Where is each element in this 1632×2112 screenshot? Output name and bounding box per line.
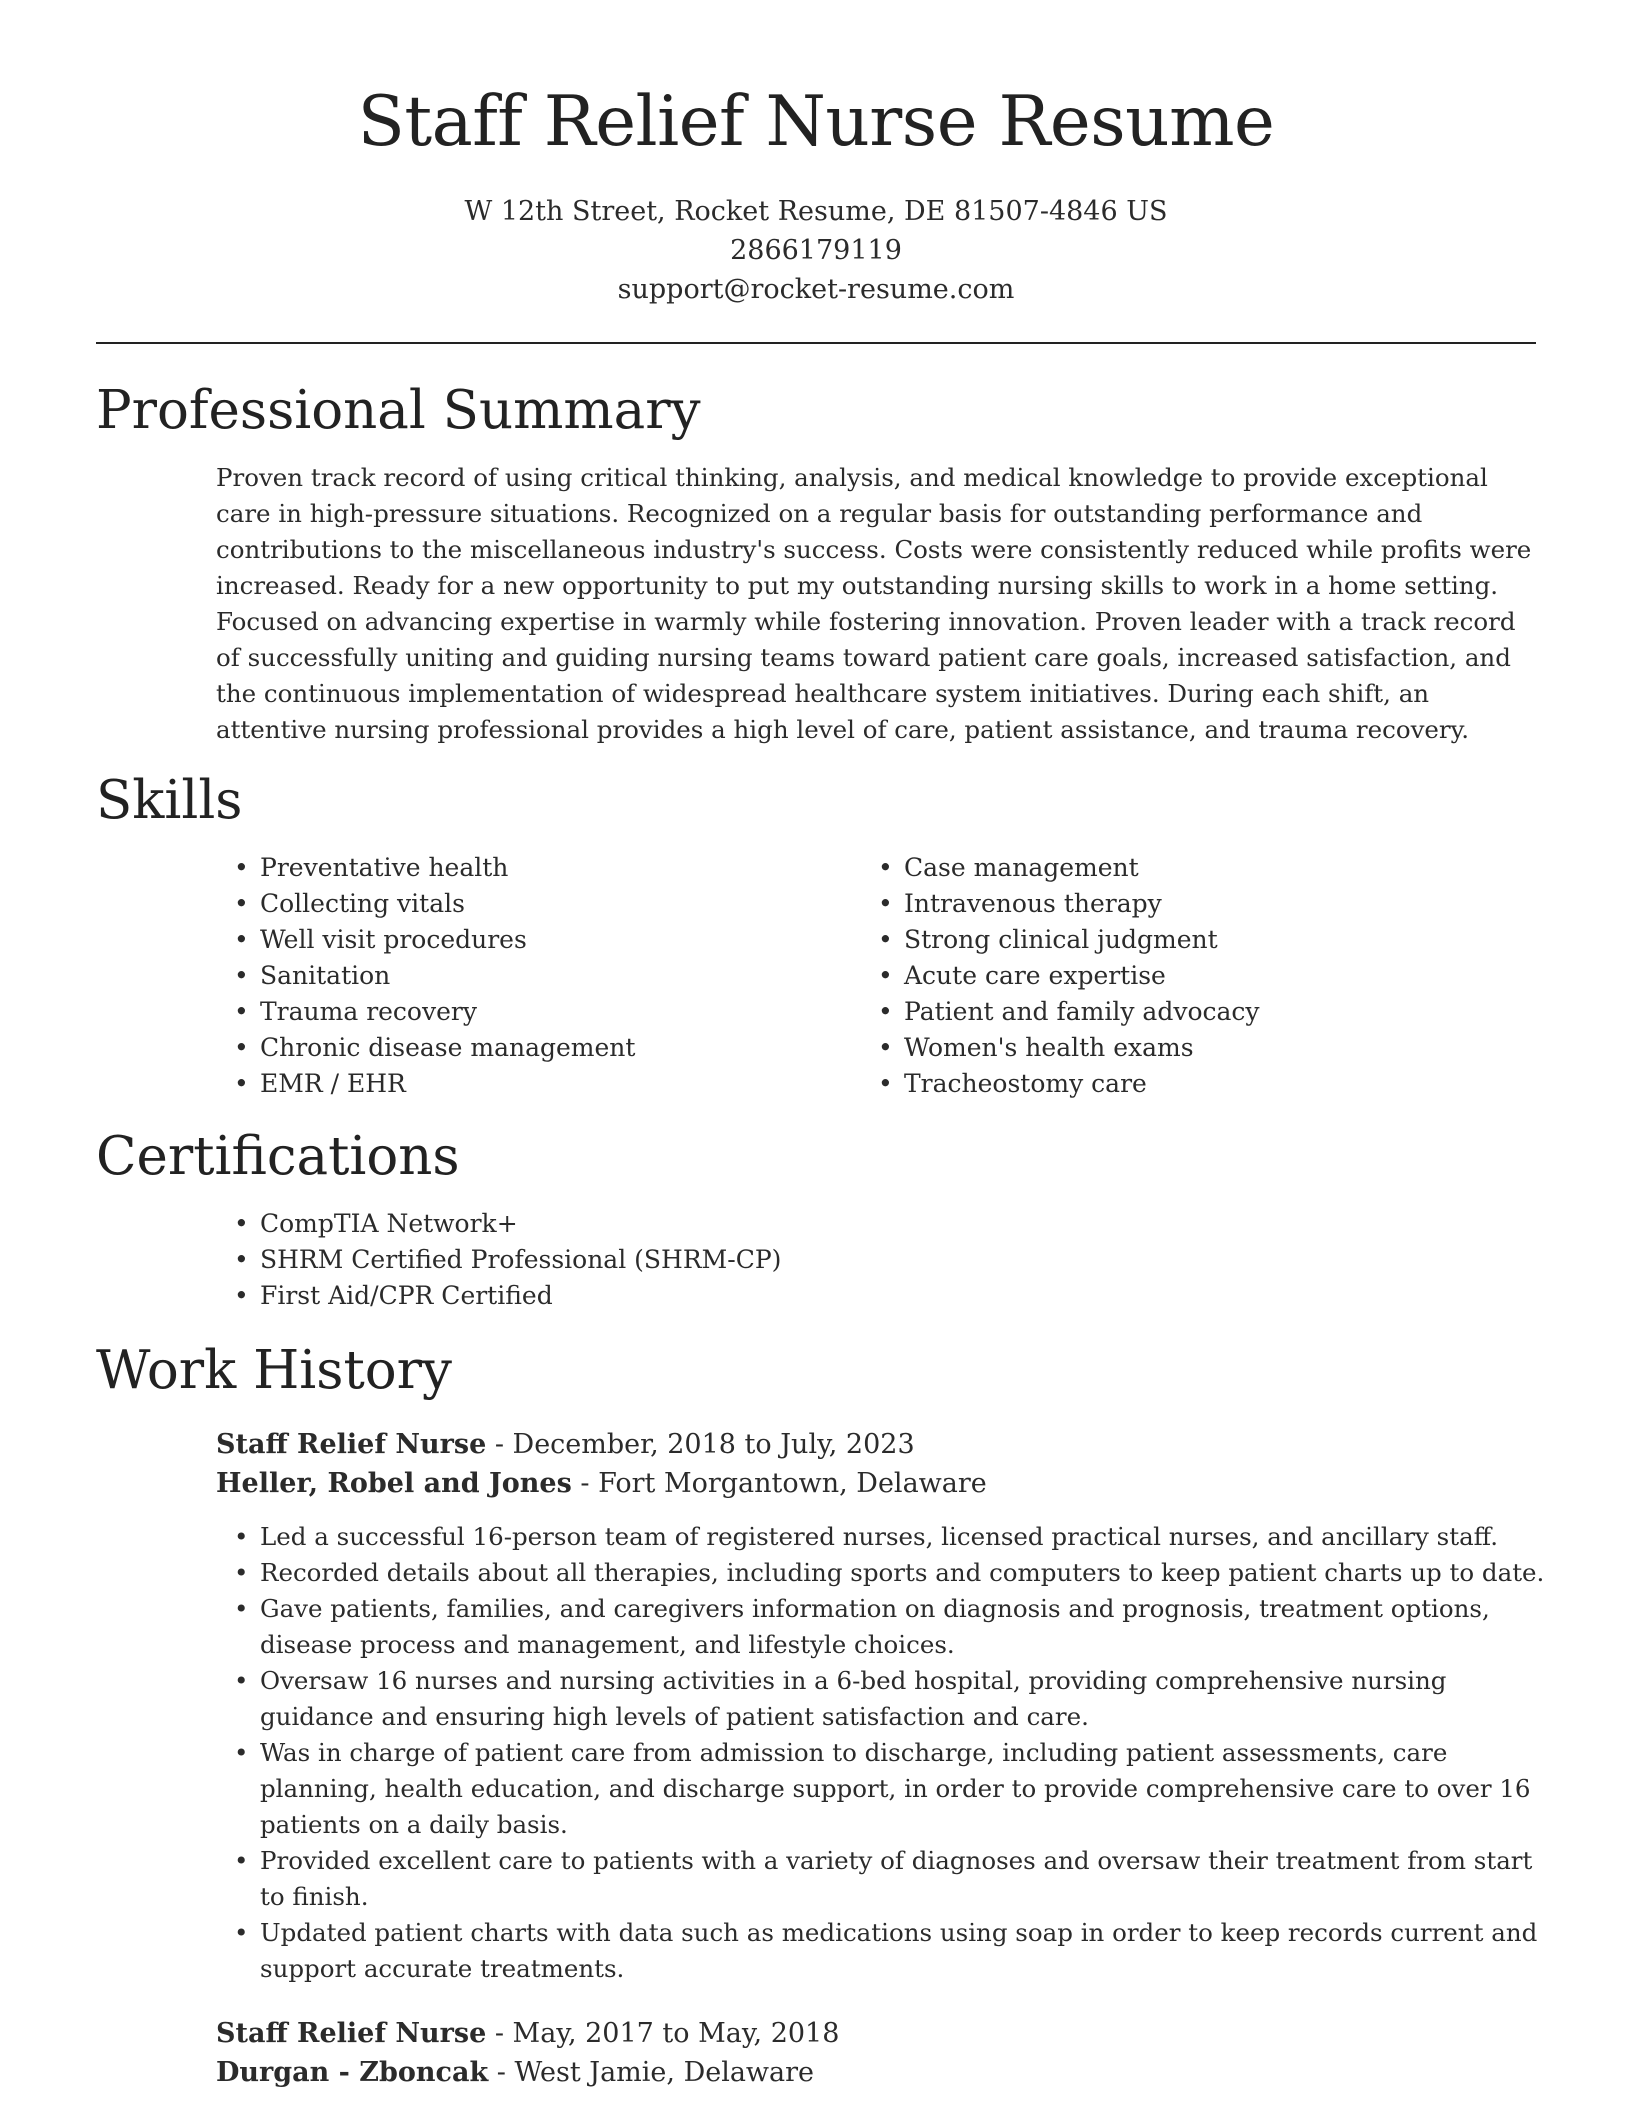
job-bullet: • Provided excellent care to patients with a variety of diagnoses and oversaw their treatment from start to finish. [260, 1843, 1550, 1915]
header-divider [96, 342, 1536, 344]
skill-item: • Sanitation [260, 958, 635, 994]
skills-list-left [260, 850, 635, 1102]
job-company: Durgan - Zboncak [216, 2057, 489, 2088]
work-history-heading: Work History [96, 1340, 452, 1401]
skills-list-right [904, 850, 1260, 1102]
job-dates: - December, 2018 to July, 2023 [486, 1429, 915, 1460]
job-bullet: • Was in charge of patient care from admission to discharge, including patient assessments, care planning, health education, and discharge support, in order to provide comprehensive care to over 16 patients on a daily basis. [260, 1735, 1550, 1843]
job-title-line [216, 1425, 915, 1464]
certification-item: • CompTIA Network+ [260, 1206, 781, 1242]
job-location: - Fort Morgantown, Delaware [571, 1468, 987, 1499]
summary-text: Proven track record of using critical thinking, analysis, and medical knowledge to provide exceptional care in high-pressure situations. Recognized on a regular basis for outstanding performance and contributions to the miscellaneous industry's success. Costs were consistently reduced while profits were increased. Ready for a new opportunity to put my outstanding nursing skills to work in a home setting. Focused on advancing expertise in warmly while fostering innovation. Proven leader with a track record of successfully uniting and guiding nursing teams toward patient care goals, increased satisfaction, and the continuous implementation of widespread healthcare system initiatives. During each shift, an attentive nursing professional provides a high level of care, patient assistance, and trauma recovery. [216, 463, 1532, 744]
skill-item: • Well visit procedures [260, 922, 635, 958]
job-bullet: • Recorded details about all therapies, including sports and computers to keep patient charts up to date. [260, 1555, 1550, 1591]
skill-item: • Women's health exams [904, 1030, 1260, 1066]
job-bullet: • Updated patient charts with data such as medications using soap in order to keep records current and support accurate treatments. [260, 1915, 1550, 1987]
job-dates: - May, 2017 to May, 2018 [486, 2018, 840, 2049]
contact-block [96, 192, 1536, 309]
skill-item: • Collecting vitals [260, 886, 635, 922]
contact-email: support@rocket-resume.com [617, 274, 1015, 305]
job-company-line [216, 2053, 814, 2092]
skill-item: • Acute care expertise [904, 958, 1260, 994]
skill-item: • Strong clinical judgment [904, 922, 1260, 958]
skill-item: • Chronic disease management [260, 1030, 635, 1066]
skill-item: • Tracheostomy care [904, 1066, 1260, 1102]
job-company-line [216, 1464, 987, 1503]
job-bullet: • Oversaw 16 nurses and nursing activities in a 6-bed hospital, providing comprehensive nursing guidance and ensuring high levels of patient satisfaction and care. [260, 1663, 1550, 1735]
skill-item: • Trauma recovery [260, 994, 635, 1030]
job-company: Heller, Robel and Jones [216, 1468, 572, 1499]
certification-item: • First Aid/CPR Certified [260, 1278, 781, 1314]
contact-phone: 2866179119 [730, 235, 902, 266]
certification-item: • SHRM Certified Professional (SHRM-CP) [260, 1242, 781, 1278]
skill-item: • Preventative health [260, 850, 635, 886]
job-title: Staff Relief Nurse [216, 1429, 487, 1460]
job-location: - West Jamie, Delaware [488, 2057, 815, 2088]
skill-item: • Patient and family advocacy [904, 994, 1260, 1030]
job-title-line [216, 2014, 839, 2053]
skill-item: • EMR / EHR [260, 1066, 635, 1102]
certifications-list [260, 1206, 781, 1314]
job-bullets [260, 1519, 1550, 1987]
skills-heading: Skills [96, 770, 243, 831]
skill-item: • Intravenous therapy [904, 886, 1260, 922]
job-bullet: • Gave patients, families, and caregivers information on diagnosis and prognosis, treatment options, disease process and management, and lifestyle choices. [260, 1591, 1550, 1663]
certifications-heading: Certifications [96, 1126, 460, 1187]
skill-item: • Case management [904, 850, 1260, 886]
summary-heading: Professional Summary [96, 380, 701, 441]
contact-address: W 12th Street, Rocket Resume, DE 81507-4846 US [464, 196, 1168, 227]
job-bullet: • Led a successful 16-person team of registered nurses, licensed practical nurses, and ancillary staff. [260, 1519, 1550, 1555]
resume-title: Staff Relief Nurse Resume [357, 82, 1275, 162]
job-title: Staff Relief Nurse [216, 2018, 487, 2049]
